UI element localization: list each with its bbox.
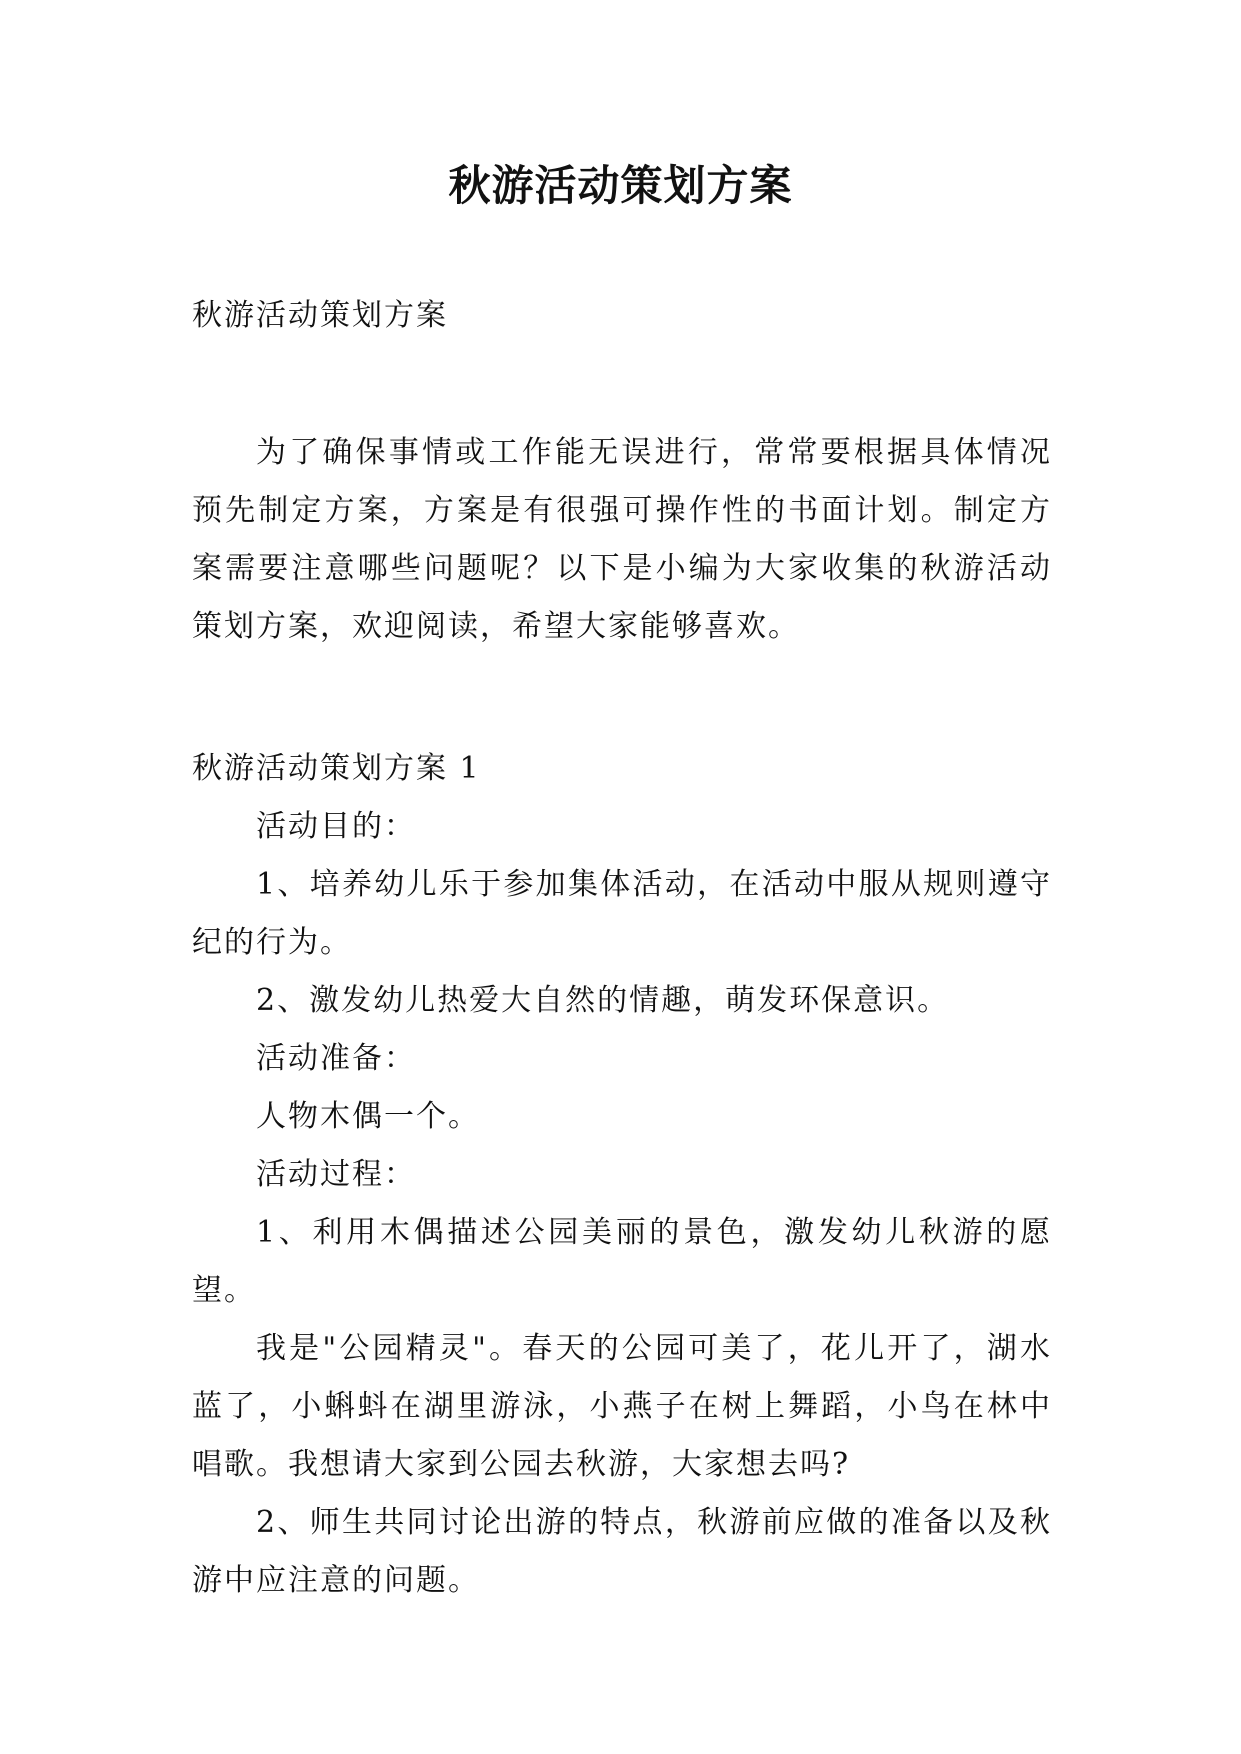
process-heading: 活动过程： xyxy=(256,1157,416,1192)
process-step-1: 1、利用木偶描述公园美丽的景色，激发幼儿秋游的愿望。 xyxy=(192,1215,1052,1308)
objective-heading: 活动目的： xyxy=(256,809,416,844)
document-title: 秋游活动策划方案 xyxy=(448,161,793,210)
intro-paragraph: 为了确保事情或工作能无误进行，常常要根据具体情况预先制定方案，方案是有很强可操作性的书面计划。制定方案需要注意哪些问题呢？以下是小编为大家收集的秋游活动策划方案，欢迎阅读，希望大家能够喜欢。 xyxy=(192,435,1052,644)
preparation-item: 人物木偶一个。 xyxy=(256,1099,480,1134)
preparation-heading: 活动准备： xyxy=(256,1041,416,1076)
objective-item-2: 2、激发幼儿热爱大自然的情趣，萌发环保意识。 xyxy=(256,983,950,1018)
section-heading: 秋游活动策划方案 1 xyxy=(192,751,481,786)
document-subtitle: 秋游活动策划方案 xyxy=(192,298,448,333)
objective-item-1: 1、培养幼儿乐于参加集体活动，在活动中服从规则遵守纪的行为。 xyxy=(192,867,1052,960)
document-body xyxy=(192,288,1052,1610)
process-step-2: 2、师生共同讨论出游的特点，秋游前应做的准备以及秋游中应注意的问题。 xyxy=(192,1505,1052,1598)
puppet-dialogue: 我是"公园精灵"。春天的公园可美了，花儿开了，湖水蓝了，小蝌蚪在湖里游泳，小燕子在树上舞蹈，小鸟在林中唱歌。我想请大家到公园去秋游，大家想去吗? xyxy=(192,1331,1052,1482)
